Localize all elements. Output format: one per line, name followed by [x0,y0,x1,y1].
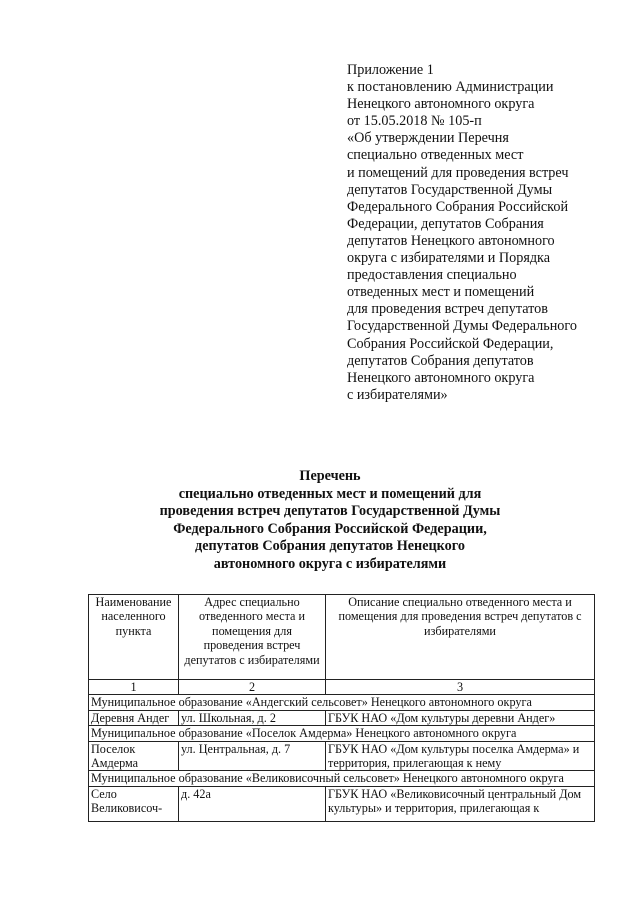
appendix-line: депутатов Ненецкого автономного [347,232,555,249]
title-line: автономного округа с избирателями [213,555,447,572]
municipality-row [89,726,595,741]
appendix-line: отведенных мест и помещений [347,284,535,301]
places-table [88,594,595,822]
table-row [89,786,595,821]
table-row [89,710,595,725]
header-description: Описание специально отведенного места и помещения для проведения встреч депутатов с избирателями [326,595,595,680]
appendix-line: для проведения встреч депутатов [347,301,548,318]
appendix-line: Федерации, депутатов Собрания [347,215,544,232]
table-row [89,741,595,771]
appendix-line: депутатов Собрания депутатов [347,352,534,369]
municipality-row [89,771,595,786]
appendix-line: округа с избирателями и Порядка [347,250,551,267]
column-number: 3 [326,680,595,695]
description-cell: ГБУК НАО «Дом культуры деревни Андег» [326,710,595,725]
appendix-line: с избирателями» [347,386,448,403]
appendix-line: «Об утверждении Перечня [347,130,509,147]
column-number: 2 [179,680,326,695]
municipality-row [89,695,595,710]
description-cell: ГБУК НАО «Дом культуры поселка Амдерма» и территория, прилегающая к нему [326,741,595,771]
column-number: 1 [89,680,179,695]
appendix-line: к постановлению Администрации [347,79,554,96]
settlement-cell: Деревня Андег [89,710,179,725]
settlement-text: Село Великовисоч- [91,786,163,816]
municipality-name: Муниципальное образование «Андегский сельсовет» Ненецкого автономного округа [89,695,595,710]
appendix-line: предоставления специально [347,267,517,284]
title-line: депутатов Собрания депутатов Ненецкого [195,538,465,555]
address-text: д. 42а [181,786,211,801]
title-line: проведения встреч депутатов Государственной Думы [159,503,501,520]
header-address: Адрес специально отведенного места и помещения для проведения встреч депутатов с избирателями [179,595,326,680]
title-line: специально отведенных мест и помещений для [178,485,482,502]
title-line: Перечень [299,468,361,484]
document-title [100,468,560,574]
address-cell: ул. Школьная, д. 2 [179,710,326,725]
settlement-cell: Поселок Амдерма [89,741,179,771]
municipality-name: Муниципальное образование «Великовисочный сельсовет» Ненецкого автономного округа [89,771,595,786]
municipality-name: Муниципальное образование «Поселок Амдерма» Ненецкого автономного округа [89,726,595,741]
appendix-line: и помещений для проведения встреч [347,164,569,181]
appendix-line: Ненецкого автономного округа [347,369,535,386]
appendix-line: Приложение 1 [347,62,434,78]
appendix-line: Собрания Российской Федерации, [347,335,554,352]
appendix-line: Федерального Собрания Российской [347,198,569,215]
description-cell [326,786,595,821]
appendix-block [347,62,609,404]
appendix-line: Государственной Думы Федерального [347,318,577,335]
settlement-cell [89,786,179,821]
appendix-line: специально отведенных мест [347,147,524,164]
address-cell [179,786,326,821]
address-cell: ул. Центральная, д. 7 [179,741,326,771]
appendix-line: от 15.05.2018 № 105-п [347,113,482,130]
column-number-row [89,680,595,695]
title-line: Федерального Собрания Российской Федерации, [173,520,487,537]
appendix-line: депутатов Государственной Думы [347,181,553,198]
description-text: ГБУК НАО «Великовисочный центральный Дом культуры» и территория, прилегающая к [328,786,582,816]
appendix-line: Ненецкого автономного округа [347,96,535,113]
header-settlement: Наименование населенного пункта [89,595,179,680]
table-header-row [89,595,595,680]
